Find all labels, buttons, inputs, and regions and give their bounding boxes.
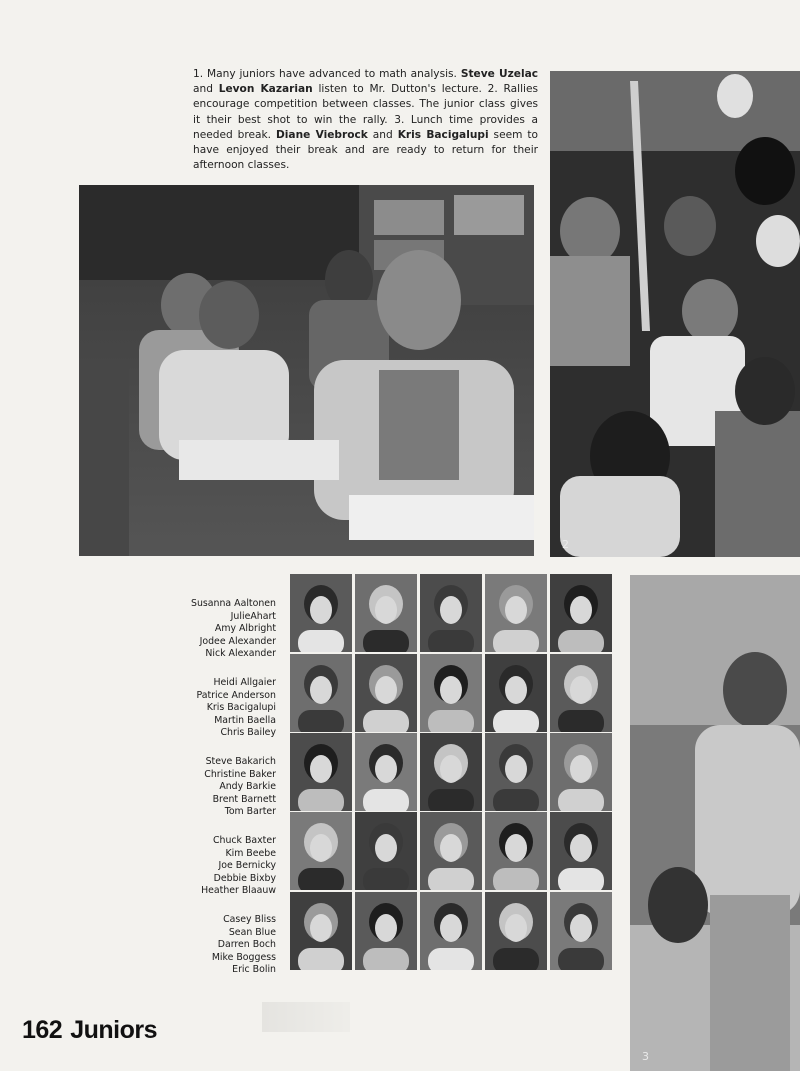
caption-name: Kris Bacigalupi — [397, 128, 489, 141]
student-name: Andy Barkie — [219, 781, 276, 792]
student-name: Susanna Aaltonen — [191, 598, 276, 609]
student-portrait — [485, 733, 547, 811]
caption-text: and — [193, 83, 219, 96]
student-name: Chris Bailey — [220, 727, 276, 738]
faded-print — [262, 1002, 350, 1032]
student-portrait — [355, 733, 417, 811]
section-title: Juniors — [70, 1016, 158, 1044]
roster-names-row-5 — [76, 914, 276, 977]
student-name: Debbie Bixby — [213, 872, 276, 884]
student-portrait — [420, 733, 482, 811]
student-name: Joe Bernicky — [218, 860, 276, 871]
roster-names-row-2 — [76, 677, 276, 740]
photo-rally — [550, 71, 800, 557]
photo-number: 2 — [562, 538, 569, 551]
page-folio — [22, 1016, 165, 1045]
student-portrait — [355, 812, 417, 890]
photo-lunch — [630, 575, 800, 1071]
caption-text: 1. Many juniors have advanced to math analysis. — [193, 68, 461, 80]
student-name: JulieAhart — [230, 610, 276, 622]
roster-names-row-4 — [76, 835, 276, 898]
student-portrait — [485, 892, 547, 970]
student-portrait — [550, 733, 612, 811]
student-portrait — [485, 654, 547, 732]
student-name: Tom Barter — [224, 806, 276, 817]
roster-names-row-3 — [76, 756, 276, 819]
student-portrait — [550, 812, 612, 890]
photo-number: 3 — [642, 1050, 649, 1063]
student-name: Casey Bliss — [223, 914, 276, 925]
student-name: Mike Boggess — [211, 951, 276, 963]
student-portrait — [420, 654, 482, 732]
student-portrait — [550, 654, 612, 732]
student-name: Heather Blaauw — [201, 885, 276, 896]
caption-name: Steve Uzelac — [460, 68, 539, 80]
student-name: Jodee Alexander — [199, 635, 276, 647]
roster-names-row-1 — [76, 598, 276, 661]
student-portrait — [355, 892, 417, 970]
student-name: Eric Bolin — [232, 964, 276, 975]
student-name: Patrice Anderson — [196, 689, 276, 701]
student-portrait — [420, 574, 482, 652]
student-portrait — [420, 812, 482, 890]
student-portrait — [290, 892, 352, 970]
caption-name: Diane Viebrock — [276, 128, 368, 141]
student-portrait — [550, 892, 612, 970]
student-name: Steve Bakarich — [205, 756, 276, 767]
student-portrait — [290, 733, 352, 811]
caption-name: Levon Kazarian — [218, 83, 313, 96]
student-portrait — [290, 654, 352, 732]
student-name: Christine Baker — [204, 768, 276, 780]
student-portrait — [355, 574, 417, 652]
student-portrait — [420, 892, 482, 970]
student-name: Heidi Allgaier — [213, 677, 276, 688]
caption-text: and — [367, 128, 398, 141]
student-name: Kris Bacigalupi — [206, 702, 276, 713]
student-name: Brent Barnett — [212, 793, 276, 805]
student-portrait — [485, 812, 547, 890]
student-name: Sean Blue — [228, 926, 276, 938]
student-portrait — [550, 574, 612, 652]
student-portrait — [355, 654, 417, 732]
caption-text: seem to have enjoyed their break and are ready to return for their afternoon classes. — [193, 128, 539, 172]
student-name: Martin Baella — [214, 714, 276, 726]
caption-text: listen to Mr. Dutton's lecture. 2. Rallies encourage competition between classes. The junior class gives it their best shot to win the rally. 3. Lunch time provides a needed break. — [193, 83, 538, 141]
student-name: Darren Boch — [217, 939, 276, 950]
page-number: 162 — [22, 1016, 63, 1044]
student-name: Amy Albright — [214, 623, 276, 634]
student-portrait — [290, 574, 352, 652]
photo-classroom — [79, 185, 534, 556]
student-name: Nick Alexander — [205, 648, 276, 659]
student-portrait — [485, 574, 547, 652]
photo-caption — [193, 67, 538, 173]
student-portrait — [290, 812, 352, 890]
student-name: Chuck Baxter — [212, 835, 276, 846]
student-name: Kim Beebe — [225, 847, 276, 859]
